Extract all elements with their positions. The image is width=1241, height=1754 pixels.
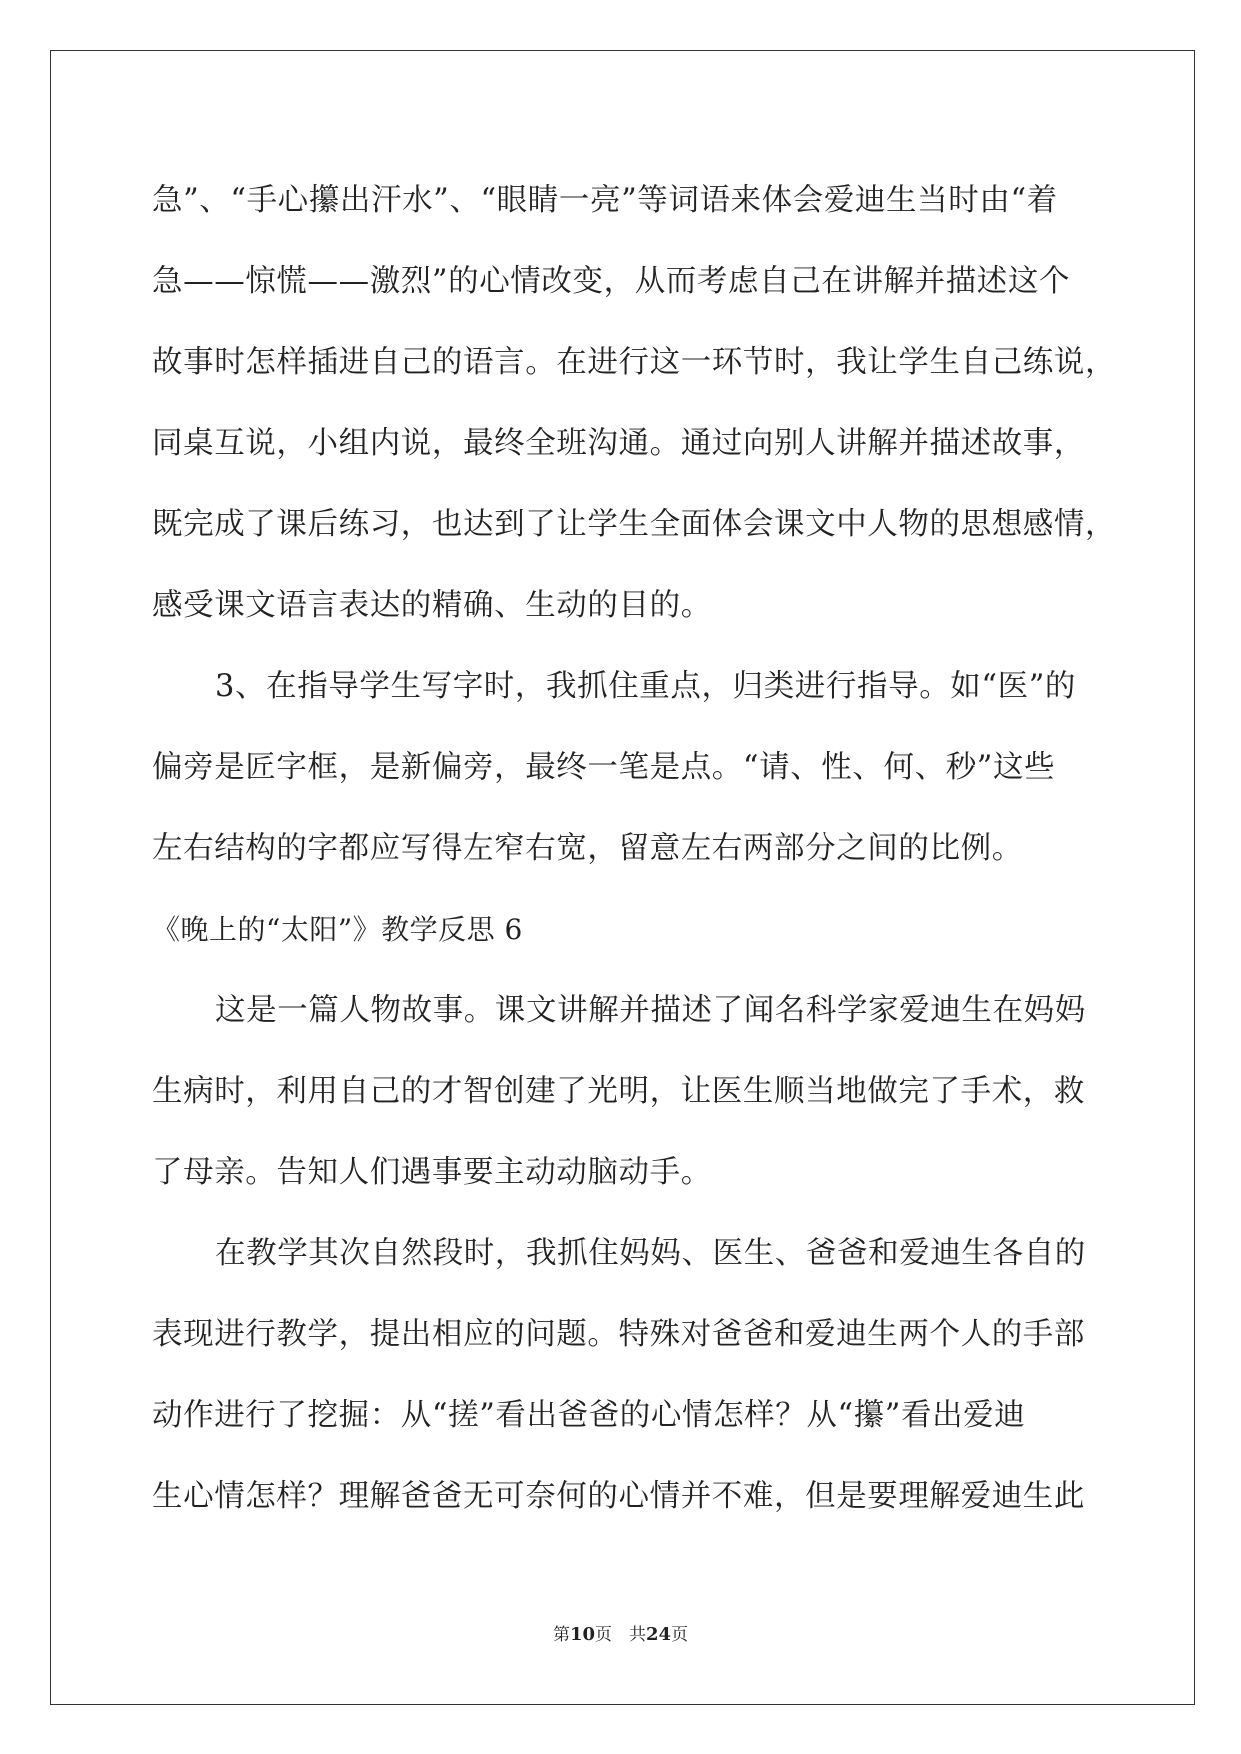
footer-prefix: 第 bbox=[552, 1625, 570, 1645]
text-line: 同桌互说，小组内说，最终全班沟通。通过向别人讲解并描述故事， bbox=[152, 426, 1085, 461]
text-line: 生病时，利用自己的才智创建了光明，让医生顺当地做完了手术，救 bbox=[152, 1074, 1085, 1109]
text-line: 急——惊慌——激烈”的心情改变，从而考虑自己在讲解并描述这个 bbox=[152, 264, 1071, 299]
paragraph-block-2 bbox=[152, 970, 1100, 1537]
text-line: 了母亲。告知人们遇事要主动动脑动手。 bbox=[152, 1155, 712, 1190]
text-line: 偏旁是匠字框，是新偏旁，最终一笔是点。“请、性、何、秒”这些 bbox=[152, 750, 1056, 785]
text-line: 急”、“手心攥出汗水”、“眼睛一亮”等词语来体会爱迪生当时由“着 bbox=[152, 183, 1058, 218]
footer-suffix: 页 bbox=[671, 1625, 689, 1645]
text-line: 故事时怎样插进自己的语言。在进行这一环节时，我让学生自己练说， bbox=[152, 345, 1117, 380]
footer-mid: 页 共 bbox=[595, 1625, 646, 1645]
text-line: 左右结构的字都应写得左窄右宽，留意左右两部分之间的比例。 bbox=[152, 831, 1023, 866]
text-line: 动作进行了挖掘：从“搓”看出爸爸的心情怎样？从“攥”看出爱迪 bbox=[152, 1398, 1026, 1433]
footer-page-number: 10 bbox=[569, 1624, 595, 1645]
text-line: 在教学其次自然段时，我抓住妈妈、医生、爸爸和爱迪生各自的 bbox=[215, 1236, 1086, 1271]
text-line: 感受课文语言表达的精确、生动的目的。 bbox=[152, 588, 712, 623]
document-body bbox=[152, 160, 1117, 1537]
text-line: 3、在指导学生写字时，我抓住重点，归类进行指导。如“医”的 bbox=[215, 669, 1076, 704]
text-line: 这是一篇人物故事。课文讲解并描述了闻名科学家爱迪生在妈妈 bbox=[215, 993, 1086, 1028]
page-footer bbox=[0, 1620, 1241, 1645]
text-line: 表现进行教学，提出相应的问题。特殊对爸爸和爱迪生两个人的手部 bbox=[152, 1317, 1085, 1352]
footer-page-total: 24 bbox=[646, 1624, 672, 1645]
paragraph-block-1 bbox=[152, 160, 1117, 889]
section-heading: 《晚上的“太阳”》教学反思 6 bbox=[152, 913, 523, 946]
text-line: 生心情怎样？理解爸爸无可奈何的心情并不难，但是要理解爱迪生此 bbox=[152, 1479, 1085, 1514]
text-line: 既完成了课后练习，也达到了让学生全面体会课文中人物的思想感情， bbox=[152, 507, 1117, 542]
